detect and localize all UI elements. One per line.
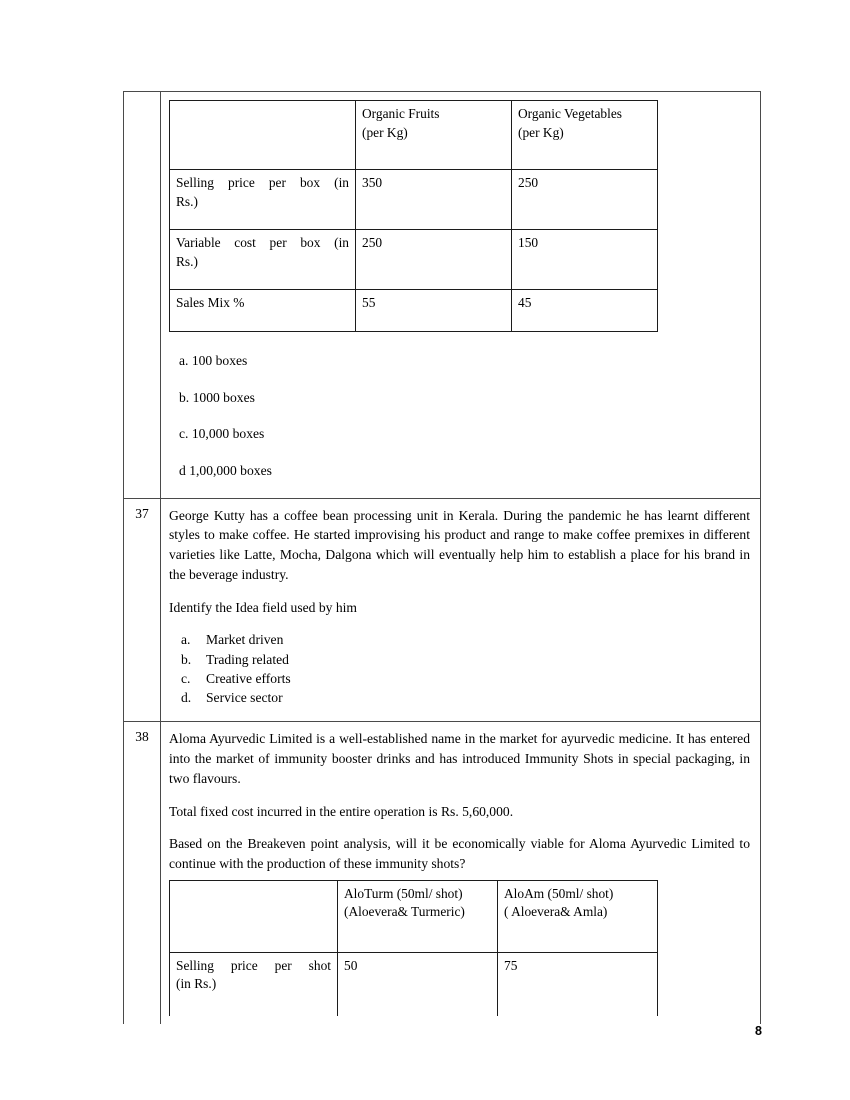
question-paragraph: George Kutty has a coffee bean processing unit in Kerala. During the pandemic he has learnt different styles to make coffee. He started improvising his product and range to make coffee premixes in different varieties like Latte, Mocha, Dalgona which will eventually help him to establish a place for his brand in the beverage industry.	[169, 507, 750, 582]
option-item-b[interactable]	[169, 650, 752, 669]
row-label-sales-mix	[170, 290, 356, 332]
option-list	[169, 352, 752, 480]
header-line-1: AloAm (50ml/ shot)	[504, 885, 614, 901]
label-line-1: Sales Mix %	[176, 295, 245, 310]
option-marker: b.	[181, 651, 192, 667]
table-row-variable-cost	[170, 230, 658, 290]
table-row-selling-price	[170, 952, 658, 1016]
question-body-37	[161, 498, 761, 722]
header-line-2: (Aloevera& Turmeric)	[344, 904, 465, 920]
option-label: Market driven	[206, 632, 284, 648]
cell-value: 250	[512, 170, 658, 230]
header-cell-organic-vegetables	[512, 101, 658, 170]
header-cell-aloam	[498, 880, 658, 952]
question-number-37: 37	[124, 498, 161, 722]
table-row	[124, 92, 761, 499]
option-label: Creative efforts	[206, 670, 291, 686]
cost-data-table-immunity-shots	[169, 880, 658, 1016]
cell-value: 75	[498, 952, 658, 1016]
header-line-2: ( Aloevera& Amla)	[504, 904, 608, 920]
option-marker: c.	[181, 670, 191, 686]
question-paragraph: Aloma Ayurvedic Limited is a well-established name in the market for ayurvedic medicine. It has entered into the market of immunity booster drinks and has introduced Immunity Shots in special packaging, in two flavours.	[169, 731, 750, 786]
option-item-b[interactable]: b. 1000 boxes	[179, 389, 255, 405]
question-prompt: Based on the Breakeven point analysis, will it be economically viable for Aloma Ayurvedic Limited to continue with the production of these immunity shots?	[169, 836, 750, 871]
header-cell-blank	[170, 880, 338, 952]
cell-value: 350	[356, 170, 512, 230]
question-table	[123, 91, 761, 1024]
table-row	[124, 498, 761, 722]
cell-value: 250	[356, 230, 512, 290]
option-list	[169, 630, 752, 707]
question-prompt: Identify the Idea field used by him	[169, 599, 357, 615]
cell-value: 50	[338, 952, 498, 1016]
option-marker: a.	[181, 632, 191, 648]
option-item-c[interactable]	[169, 669, 752, 688]
cell-value: 45	[512, 290, 658, 332]
cost-data-table-organic	[169, 100, 658, 332]
table-header-row	[170, 880, 658, 952]
header-line-2: (per Kg)	[518, 124, 564, 140]
fixed-cost-statement: Total fixed cost incurred in the entire operation is Rs. 5,60,000.	[169, 803, 514, 819]
table-header-row	[170, 101, 658, 170]
row-label-selling-price	[170, 170, 356, 230]
option-marker: d.	[181, 690, 192, 706]
cell-value: 150	[512, 230, 658, 290]
header-cell-aloturm	[338, 880, 498, 952]
label-line-2: Rs.)	[176, 193, 198, 209]
question-body-38	[161, 722, 761, 1024]
table-row	[124, 722, 761, 1024]
label-line-2: Rs.)	[176, 253, 198, 269]
option-item-d[interactable]	[169, 688, 752, 707]
page-number: 8	[755, 1024, 762, 1038]
option-item-d[interactable]: d 1,00,000 boxes	[179, 463, 272, 479]
table-row-sales-mix	[170, 290, 658, 332]
header-cell-blank	[170, 101, 356, 170]
option-label: Trading related	[206, 651, 289, 667]
row-label-variable-cost	[170, 230, 356, 290]
label-line-2: (in Rs.)	[176, 976, 217, 992]
header-line-1: Organic Fruits	[362, 106, 440, 121]
label-line-1: Selling price per shot	[176, 957, 331, 973]
header-cell-organic-fruits	[356, 101, 512, 170]
option-item-c[interactable]: c. 10,000 boxes	[179, 426, 265, 442]
option-label: Service sector	[206, 690, 283, 706]
option-item-a[interactable]	[169, 630, 752, 649]
header-line-2: (per Kg)	[362, 124, 408, 140]
question-number-38: 38	[124, 722, 161, 1024]
header-line-1: AloTurm (50ml/ shot)	[344, 885, 463, 901]
row-label-selling-price	[170, 952, 338, 1016]
table-row-selling-price	[170, 170, 658, 230]
header-line-1: Organic Vegetables	[518, 106, 622, 121]
label-line-1: Selling price per box (in	[176, 175, 349, 190]
question-number-cell	[124, 92, 161, 499]
cell-value: 55	[356, 290, 512, 332]
label-line-1: Variable cost per box (in	[176, 235, 349, 250]
question-body-cell	[161, 92, 761, 499]
option-item-a[interactable]: a. 100 boxes	[179, 353, 248, 368]
